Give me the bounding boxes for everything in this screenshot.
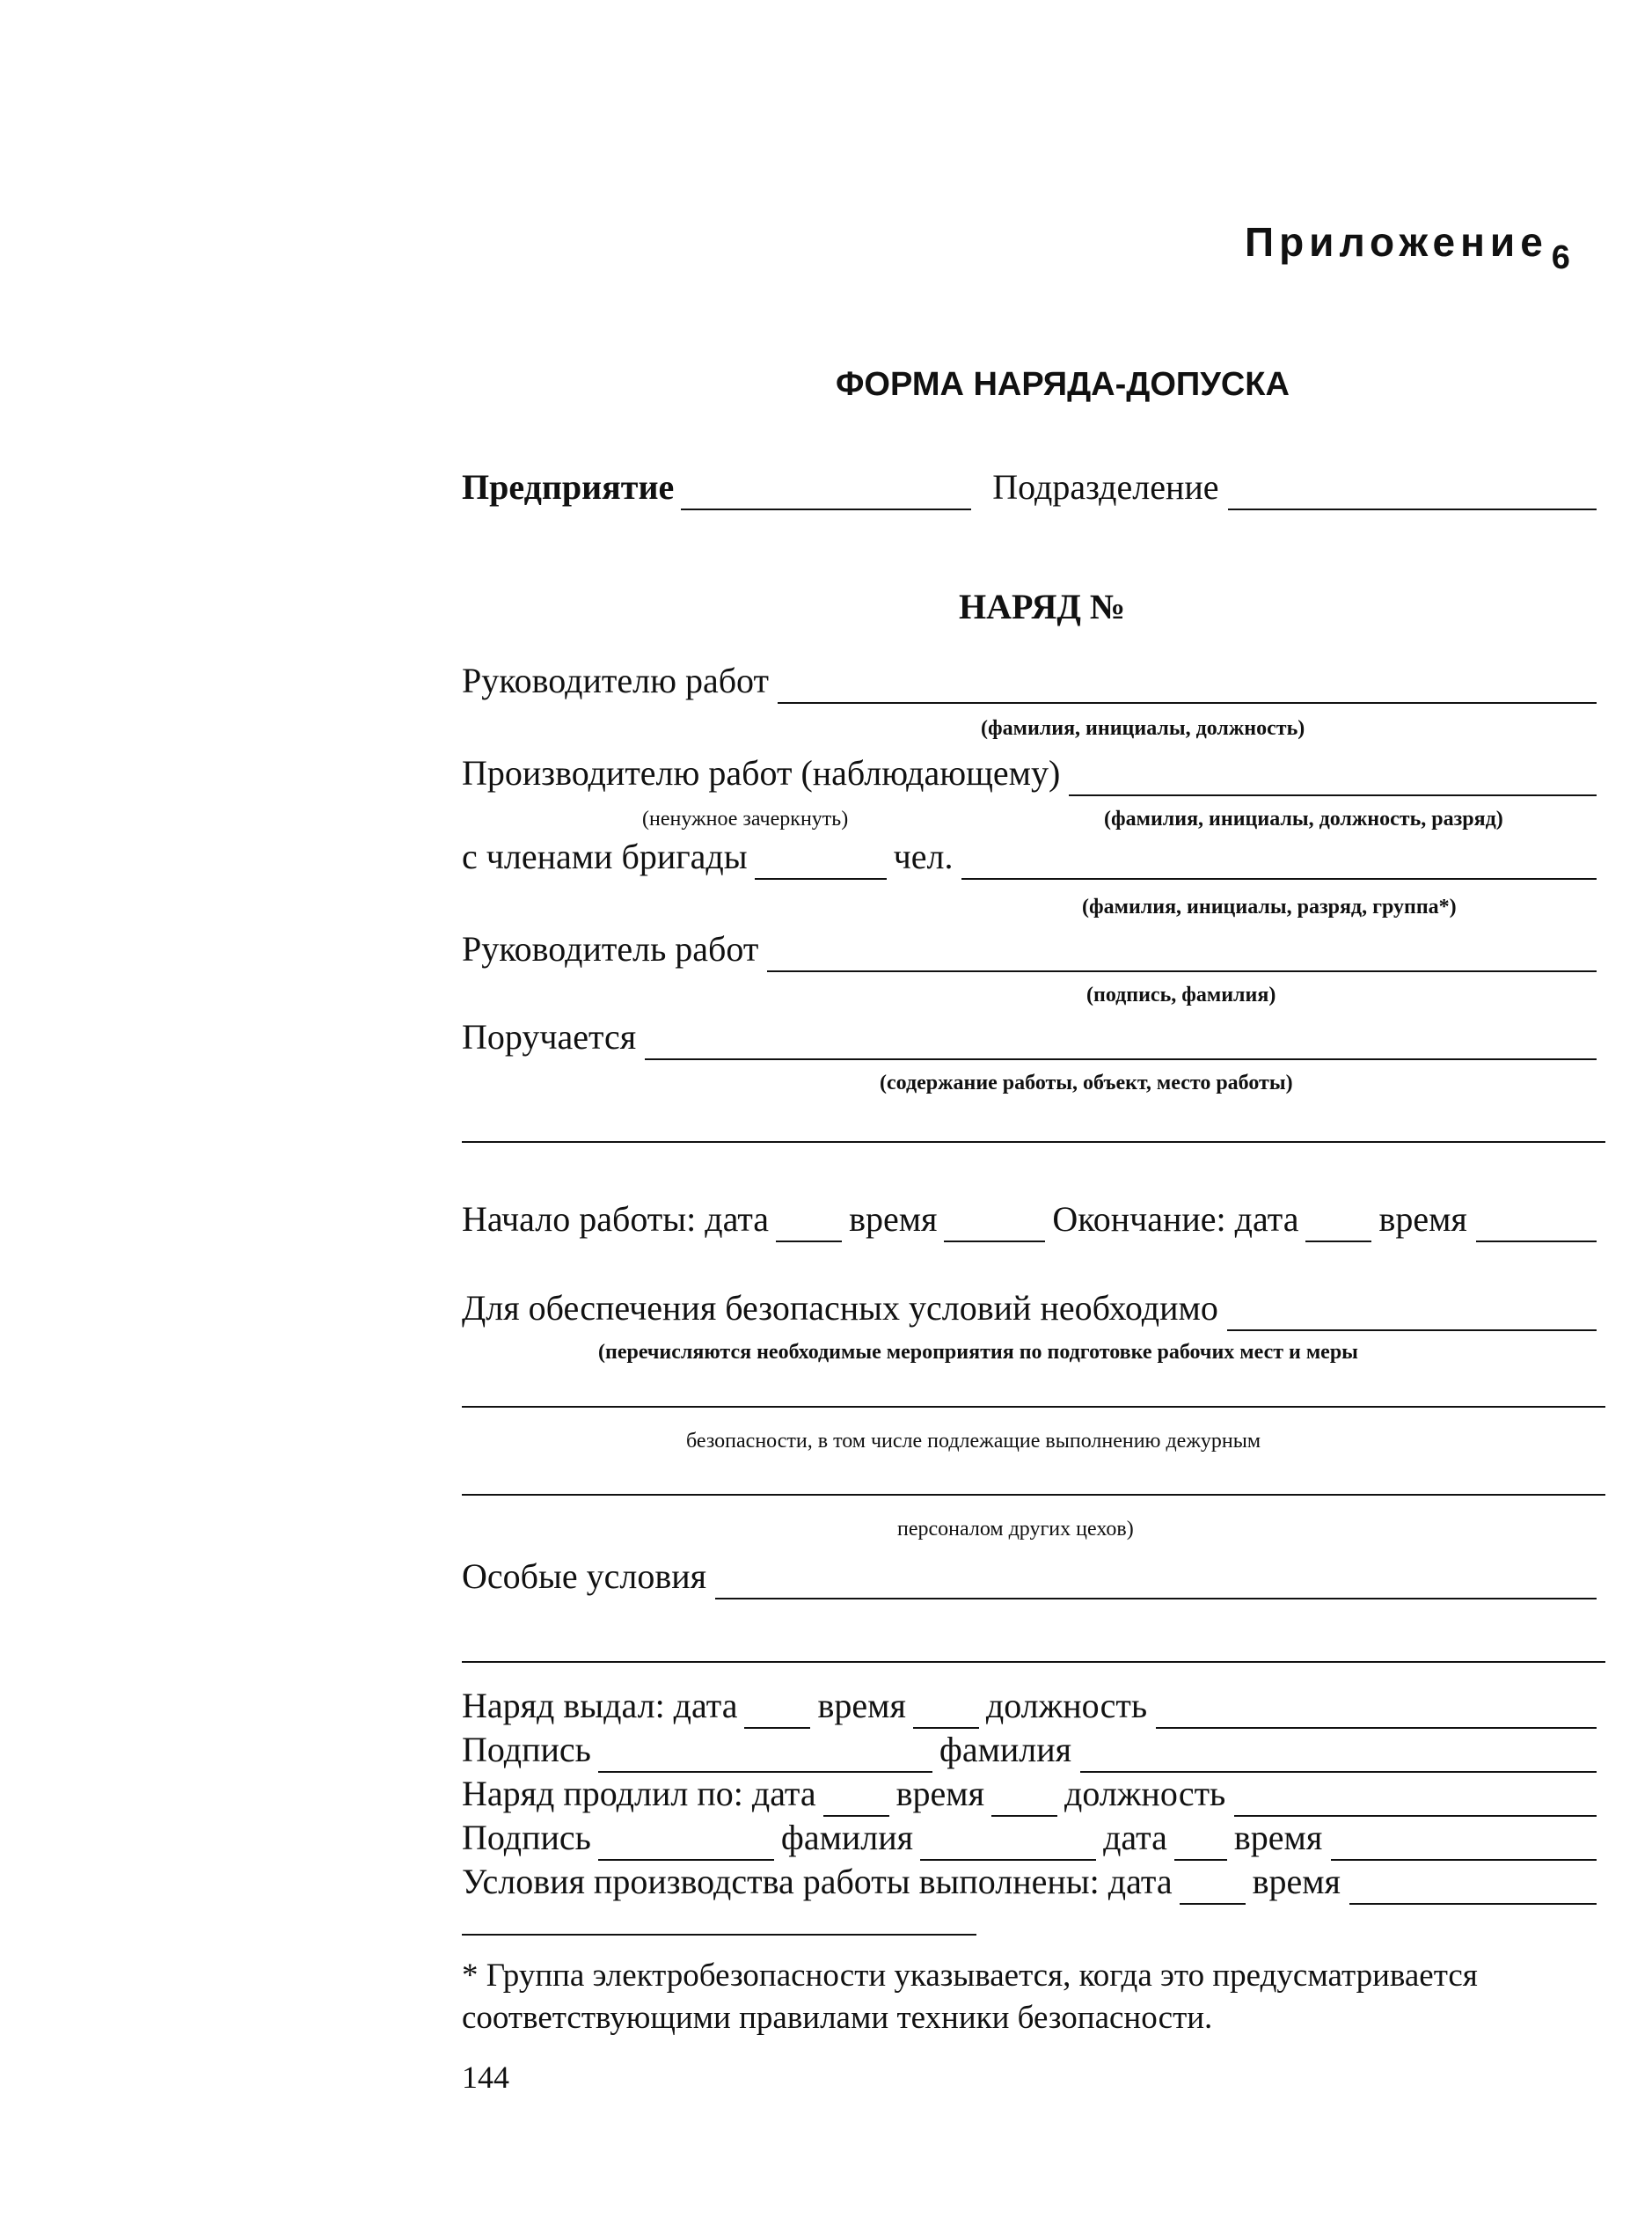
work-manager-row <box>462 651 1605 704</box>
manager-sign-hint: (подпись, фамилия) <box>1086 984 1276 1006</box>
issued-label: Наряд выдал: дата <box>462 1686 738 1725</box>
brigade-label: с членами бригады <box>462 837 748 876</box>
enterprise-row <box>462 457 1605 510</box>
assigned-row <box>462 1007 1605 1060</box>
safety-hint-1: (перечисляются необходимые мероприятия по подготовке рабочих мест и меры <box>598 1341 1358 1364</box>
end-time-label: время <box>1378 1199 1467 1239</box>
sign2-time-label: время <box>1233 1818 1323 1857</box>
producer-row <box>462 743 1605 796</box>
safety-field-line3[interactable] <box>462 1494 1605 1496</box>
footnote-separator <box>462 1934 976 1936</box>
work-manager-hint: (фамилия, инициалы, должность) <box>981 717 1305 740</box>
division-field[interactable] <box>1228 470 1597 510</box>
safety-label: Для обеспечения безопасных условий необходимо <box>462 1288 1218 1328</box>
safety-hint-2: безопасности, в том числе подлежащие выполнению дежурным <box>686 1430 1261 1453</box>
brigade-row <box>462 827 1605 880</box>
enterprise-label: Предприятие <box>462 467 675 507</box>
safety-hint-3: персоналом других цехов) <box>897 1518 1134 1541</box>
start-time-label: время <box>849 1199 938 1239</box>
sign1-label: Подпись <box>462 1730 591 1769</box>
producer-hint-right: (фамилия, инициалы, должность, разряд) <box>1104 808 1503 831</box>
appendix-number: 6 <box>1551 239 1570 276</box>
timing-row <box>462 1189 1605 1242</box>
conditions-label: Условия производства работы выполнены: дата <box>462 1862 1173 1901</box>
assigned-field[interactable] <box>645 1020 1597 1060</box>
work-manager-field[interactable] <box>778 663 1597 704</box>
brigade-hint: (фамилия, инициалы, разряд, группа*) <box>1082 896 1457 919</box>
assigned-label: Поручается <box>462 1017 637 1057</box>
sign1-surname-label: фамилия <box>939 1730 1072 1769</box>
assigned-field-line2[interactable] <box>462 1141 1605 1143</box>
manager-sign-label: Руководитель работ <box>462 929 759 969</box>
sign2-date-label: дата <box>1103 1818 1167 1857</box>
issued-position-label: должность <box>985 1686 1148 1725</box>
producer-field[interactable] <box>1069 756 1597 796</box>
enterprise-field[interactable] <box>681 470 971 510</box>
sign2-label: Подпись <box>462 1818 591 1857</box>
special-field[interactable] <box>715 1559 1597 1599</box>
special-row <box>462 1547 1605 1599</box>
extended-position-label: должность <box>1064 1774 1226 1813</box>
appendix-label: Приложение $_6$ <box>1245 219 1570 276</box>
safety-field-line2[interactable] <box>462 1406 1605 1408</box>
form-title: ФОРМА НАРЯДА-ДОПУСКА <box>836 366 1290 403</box>
start-date-field[interactable] <box>776 1202 842 1242</box>
conditions-date-field[interactable] <box>1180 1864 1246 1905</box>
producer-hint-left: (ненужное зачеркнуть) <box>642 808 849 831</box>
page-number: 144 <box>462 2060 509 2095</box>
naryad-title: НАРЯД № <box>959 587 1126 626</box>
start-date-label: Начало работы: дата <box>462 1199 770 1239</box>
special-field-line2[interactable] <box>462 1661 1605 1663</box>
conditions-time-field[interactable] <box>1349 1864 1597 1905</box>
special-label: Особые условия <box>462 1556 707 1596</box>
brigade-count-field[interactable] <box>755 839 887 880</box>
conditions-row <box>462 1852 1605 1905</box>
brigade-members-field[interactable] <box>961 839 1597 880</box>
end-time-field[interactable] <box>1476 1202 1597 1242</box>
end-date-label: Окончание: дата <box>1052 1199 1299 1239</box>
extended-label: Наряд продлил по: дата <box>462 1774 816 1813</box>
work-manager-label: Руководителю работ <box>462 661 770 700</box>
start-time-field[interactable] <box>944 1202 1045 1242</box>
end-date-field[interactable] <box>1305 1202 1371 1242</box>
brigade-unit: чел. <box>893 837 954 876</box>
division-label: Подразделение <box>992 467 1219 507</box>
sign2-surname-label: фамилия <box>780 1818 914 1857</box>
issued-time-label: время <box>817 1686 906 1725</box>
safety-field[interactable] <box>1227 1291 1597 1331</box>
safety-row <box>462 1278 1605 1331</box>
conditions-time-label: время <box>1252 1862 1341 1901</box>
manager-sign-field[interactable] <box>767 932 1597 972</box>
manager-sign-row <box>462 919 1605 972</box>
assigned-hint: (содержание работы, объект, место работы) <box>880 1072 1293 1094</box>
footnote: * Группа электробезопасности указывается, когда это предусматривается соответствующими правилами техники безопасности. <box>462 1958 1478 2037</box>
producer-label: Производителю работ (наблюдающему) <box>462 753 1061 793</box>
extended-time-label: время <box>895 1774 984 1813</box>
